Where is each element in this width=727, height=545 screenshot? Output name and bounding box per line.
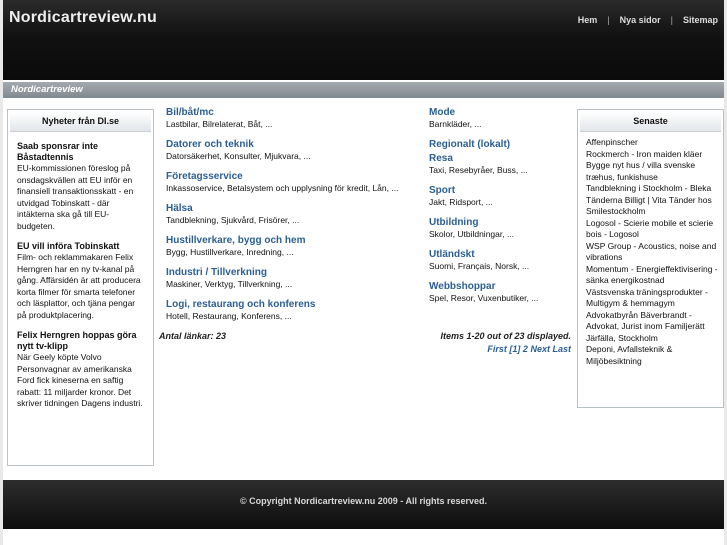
news-list xyxy=(8,132,153,410)
news-title[interactable]: Felix Herngren hoppas göra nytt tv-klipp xyxy=(17,330,137,351)
category-link[interactable]: Bil/båt/mc xyxy=(166,107,214,118)
category-subs: Lastbilar, Bilrelaterat, Båt, ... xyxy=(166,119,273,129)
site-header xyxy=(3,0,724,80)
category-link[interactable]: Industri / Tillverkning xyxy=(166,267,267,278)
news-text: EU-kommissionen föreslog på onsdagskvällen att EU inför en finansiell transaktionsskatt - en utvidgad Tobinskatt - där intäkterna ska gå till EU-budgeten. xyxy=(17,163,134,231)
latest-link[interactable]: Västsvenska träningsprodukter - Multigym & hemmagym xyxy=(586,286,708,308)
news-box xyxy=(7,109,154,466)
items-displayed: Items 1-20 out of 23 displayed. xyxy=(440,331,571,341)
pager-next-link[interactable]: Next xyxy=(530,344,550,354)
nav-new-pages-link[interactable]: Nya sidor xyxy=(619,15,661,25)
latest-link[interactable]: Bygge nyt hus / villa svenske træhus, funkishuse xyxy=(586,160,696,182)
news-item xyxy=(17,330,145,410)
pagination xyxy=(487,344,571,354)
category-link[interactable]: Sport xyxy=(429,185,456,196)
site-logo[interactable]: Nordicartreview.nu xyxy=(9,9,157,26)
nav-separator: | xyxy=(607,15,610,25)
category-link[interactable]: Webbshoppar xyxy=(429,281,496,292)
news-text: När Geely köpte Volvo Personvagnar av amerikanska Ford fick kineserna en saftig rabatt: 11 miljarder kronor. Det skriver tidningen Dagens industri. xyxy=(17,352,143,408)
nav-home-link[interactable]: Hem xyxy=(577,15,598,25)
news-item xyxy=(17,241,145,321)
site-footer xyxy=(3,480,724,529)
latest-list xyxy=(578,132,723,367)
category-link[interactable]: Utbildning xyxy=(429,217,479,228)
nav-separator: | xyxy=(670,15,673,25)
category xyxy=(166,138,416,170)
latest-box-heading: Senaste xyxy=(580,112,721,132)
news-text: Film- och reklammakaren Felix Herngren har en ny tv-kanal på gång. Affärsidén är att producera korta filmer för smarta telefoner och läsplattor, och tjäna pengar på produktplacering. xyxy=(17,252,141,320)
category-subs: Hotell, Restaurang, Konferens, ... xyxy=(166,311,292,321)
category-link[interactable]: Hälsa xyxy=(166,203,193,214)
category-subs: Barnkläder, ... xyxy=(429,119,482,129)
category-subs: Taxi, Resebyråer, Buss, ... xyxy=(429,165,528,175)
category xyxy=(166,234,416,266)
news-title[interactable]: Saab sponsrar inte Båstadtennis xyxy=(17,141,99,162)
category-subs: Suomi, Français, Norsk, ... xyxy=(429,261,530,271)
latest-link[interactable]: Advokatbyrån Bäverbrandt - Advokat, Jurist inom Familjerätt Järfälla, Stockholm xyxy=(586,309,705,343)
category-link[interactable]: Datorer och teknik xyxy=(166,139,254,150)
latest-box xyxy=(577,109,724,408)
pager-page-2[interactable]: 2 xyxy=(522,344,528,354)
category-link[interactable]: Mode xyxy=(429,107,456,118)
title-band xyxy=(3,82,724,98)
page xyxy=(3,0,724,545)
category-link[interactable]: Resa xyxy=(429,153,453,164)
band-label: Nordicartreview xyxy=(11,84,83,95)
category-subs: Maskiner, Verktyg, Tillverkning, ... xyxy=(166,279,293,289)
category xyxy=(166,266,416,298)
latest-link[interactable]: Tandblekning i Stockholm - Bleka Tänderna Billigt | Vita Tänder hos Smilestockholm xyxy=(586,183,712,216)
latest-link[interactable]: Rockmerch - Iron maiden kläer xyxy=(586,148,703,159)
category-link[interactable]: Hustillverkare, bygg och hem xyxy=(166,235,306,246)
pager-page-1[interactable]: [1] xyxy=(509,344,521,354)
category-subs: Inkassoservice, Betalsystem och upplysning för kredit, Lån, ... xyxy=(166,183,399,193)
category-subs: Datorsäkerhet, Konsulter, Mjukvara, ... xyxy=(166,151,311,161)
news-box-heading: Nyheter från DI.se xyxy=(10,112,151,132)
category-subs: Tandblekning, Sjukvård, Frisörer, ... xyxy=(166,215,300,225)
latest-link[interactable]: WSP Group - Acoustics, noise and vibrations xyxy=(586,240,717,262)
category-subs: Spel, Resor, Vuxenbutiker, ... xyxy=(429,293,539,303)
category xyxy=(166,298,416,330)
latest-link[interactable]: Logosol - Scierie mobile et scierie bois - Logosol xyxy=(586,217,714,239)
latest-link[interactable]: Deponi, Avfallsteknik & Miljöbesiktning xyxy=(586,344,673,366)
category-subs: Jakt, Ridsport, ... xyxy=(429,197,493,207)
category-link[interactable]: Logi, restaurang och konferens xyxy=(166,299,316,310)
category-link[interactable]: Regionalt (lokalt) xyxy=(429,139,511,150)
category xyxy=(166,106,416,138)
category-subs: Bygg, Hustillverkare, Inredning, ... xyxy=(166,247,294,257)
category-link[interactable]: Utländskt xyxy=(429,249,475,260)
category-column-left xyxy=(166,106,416,330)
link-count: Antal länkar: 23 xyxy=(159,331,227,341)
category xyxy=(166,170,416,202)
category xyxy=(166,202,416,234)
news-item xyxy=(17,141,145,232)
category-link[interactable]: Företagsservice xyxy=(166,171,243,182)
copyright-text: © Copyright Nordicartreview.nu 2009 - All rights reserved. xyxy=(239,496,488,506)
news-title[interactable]: EU vill införa Tobinskatt xyxy=(17,241,120,251)
nav-sitemap-link[interactable]: Sitemap xyxy=(682,15,718,25)
latest-link[interactable]: Affenpinscher xyxy=(586,137,638,147)
pager-last-link[interactable]: Last xyxy=(552,344,571,354)
pager-first-link[interactable]: First xyxy=(487,344,507,354)
top-nav xyxy=(578,15,718,25)
category-subs: Skolor, Utbildningar, ... xyxy=(429,229,515,239)
latest-link[interactable]: Momentum - Energieffektivisering - sänka energikostnad xyxy=(586,263,718,285)
